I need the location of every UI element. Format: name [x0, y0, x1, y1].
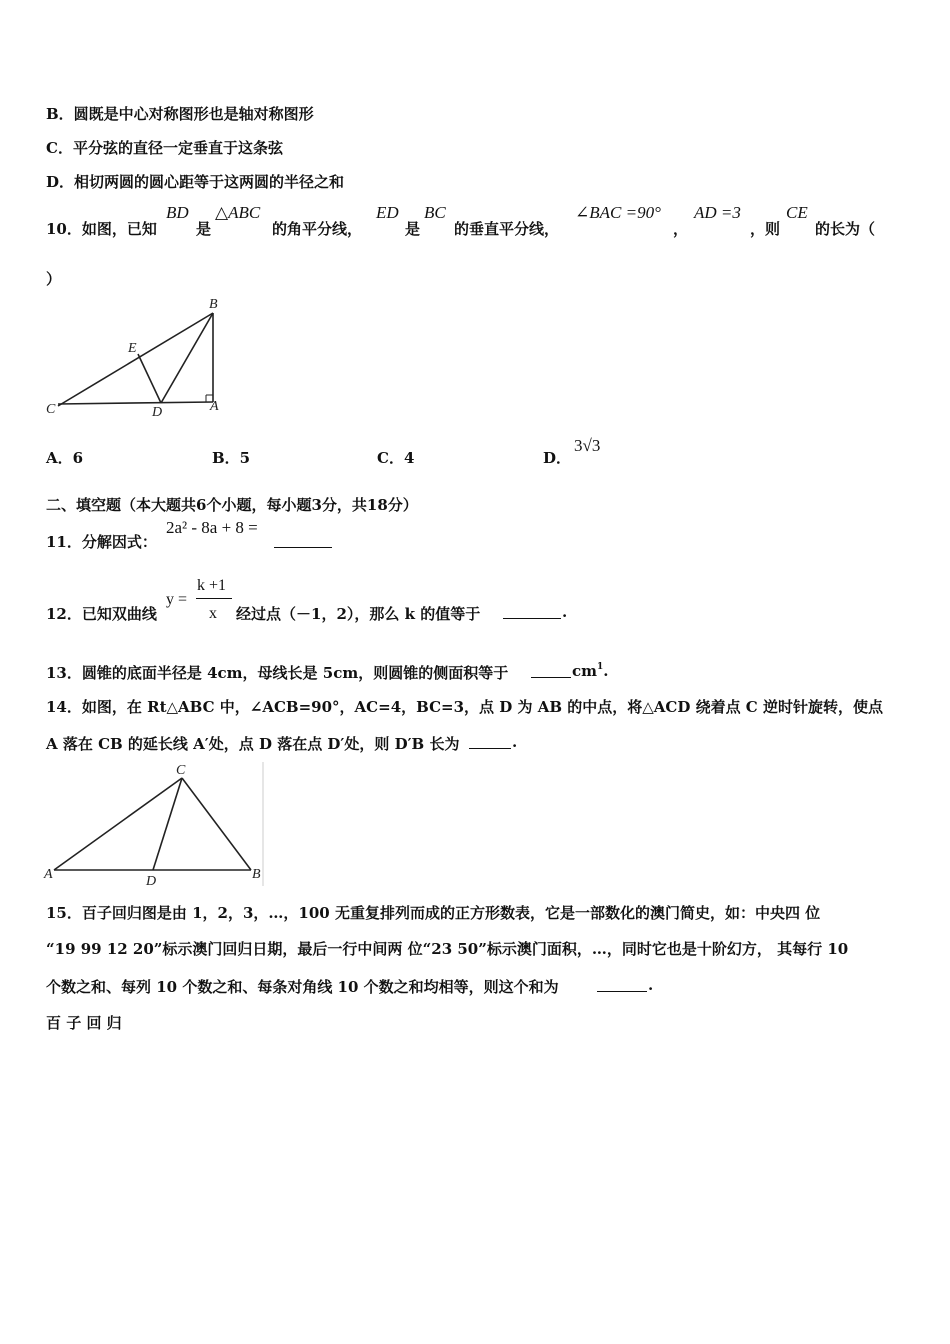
q10-option-d-math: 3√3	[574, 436, 601, 455]
q13-text: 13．圆锥的底面半径是 4cm，母线长是 5cm，则圆锥的侧面积等于	[46, 664, 509, 682]
q11-answer-blank[interactable]	[274, 533, 332, 548]
q12-numerator: k +1	[197, 577, 227, 594]
q10-option-d: D．	[543, 449, 572, 467]
q11-expression: 2a² - 8a + 8 =	[166, 518, 258, 537]
label-a: A	[44, 867, 53, 882]
q10-math-ad: AD =3	[694, 203, 741, 222]
segment-ed	[138, 354, 161, 403]
q12-end: .	[562, 603, 568, 621]
q10-text-1: 10．如图，已知	[46, 220, 157, 238]
label-b: B	[209, 297, 218, 312]
segment-ca	[58, 402, 213, 404]
q10-math-triangle: △ABC	[215, 203, 261, 222]
q10-math-ce: CE	[786, 203, 808, 222]
q10-math-bd: BD	[166, 203, 189, 222]
q13-unit-sup: 1	[597, 662, 604, 672]
q10-math-bc: BC	[424, 203, 446, 222]
q13-unit: $cm^1$.	[572, 662, 609, 680]
segment-cb	[58, 313, 213, 406]
q14-answer-blank[interactable]	[469, 734, 511, 749]
q14-end: .	[512, 733, 518, 751]
q10-text-4: 是	[405, 220, 421, 238]
q10-option-c: C．4	[377, 449, 415, 467]
q15-line-3: 个数之和、每列 10 个数之和、每条对角线 10 个数之和均相等，则这个和为	[46, 978, 559, 996]
label-c: C	[176, 763, 186, 778]
q15-answer-blank[interactable]	[597, 977, 647, 992]
q10-text-7: ，则	[750, 220, 781, 238]
q11-prefix: 11．分解因式：	[46, 533, 157, 551]
q9-option-c: C．平分弦的直径一定垂直于这条弦	[46, 139, 283, 157]
q15-line-1: 15．百子回归图是由 1，2，3，…，100 无重复排列而成的正方形数表，它是一部数化的澳门简史，如：中央四 位	[46, 904, 821, 922]
q9-option-b: B．圆既是中心对称图形也是轴对称图形	[46, 105, 314, 123]
segment-bd	[161, 313, 213, 403]
label-d: D	[152, 405, 163, 420]
q15-end: .	[648, 976, 654, 994]
label-b: B	[252, 867, 261, 882]
label-c: C	[46, 402, 56, 417]
q10-option-a: A．6	[46, 449, 84, 467]
q14-line-2: A 落在 CB 的延长线 A′处，点 D 落在点 D′处，则 D′B 长为	[46, 735, 460, 753]
q10-text-2: 是	[196, 220, 212, 238]
q12-y-equals: y =	[166, 591, 188, 608]
q10-math-ed: ED	[376, 203, 399, 222]
q12-answer-blank[interactable]	[503, 604, 561, 619]
section-2-title: 二、填空题（本大题共6个小题，每小题3分，共18分）	[46, 496, 418, 514]
q10-close-paren: ）	[46, 270, 62, 288]
q14-figure	[40, 760, 270, 890]
q15-line-2: “19 99 12 20”标示澳门回归日期，最后一行中间两 位“23 50”标示澳门面积，…，同时它也是十阶幻方， 其每行 10	[46, 940, 849, 958]
q10-text-3: 的角平分线，	[272, 220, 363, 238]
q12-fraction-bar	[196, 598, 232, 599]
q12-denominator: x	[209, 605, 217, 622]
q9-option-d: D．相切两圆的圆心距等于这两圆的半径之和	[46, 173, 345, 191]
segment-ac	[54, 778, 182, 870]
segment-cb	[182, 778, 251, 870]
q10-math-angle: ∠BAC =90°	[575, 203, 661, 222]
label-e: E	[128, 341, 137, 356]
q10-figure	[40, 292, 240, 422]
q10-text-6: ，	[673, 220, 689, 238]
q10-text-8: 的长为（	[815, 220, 876, 238]
q15-line-4: 百 子 回 归	[46, 1014, 122, 1032]
label-d: D	[146, 874, 157, 889]
q10-option-b: B．5	[212, 449, 251, 467]
label-a: A	[210, 399, 219, 414]
segment-cd	[153, 778, 182, 870]
q14-line-1: 14．如图，在 Rt△ABC 中，∠ACB=90°，AC=4，BC=3，点 D 为 AB 的中点，将△ACD 绕着点 C 逆时针旋转，使点	[46, 698, 883, 716]
q13-answer-blank[interactable]	[531, 663, 571, 678]
q10-text-5: 的垂直平分线，	[454, 220, 560, 238]
q12-prefix: 12．已知双曲线	[46, 605, 157, 623]
q12-suffix: 经过点（－1，2），那么 k 的值等于	[236, 605, 481, 623]
